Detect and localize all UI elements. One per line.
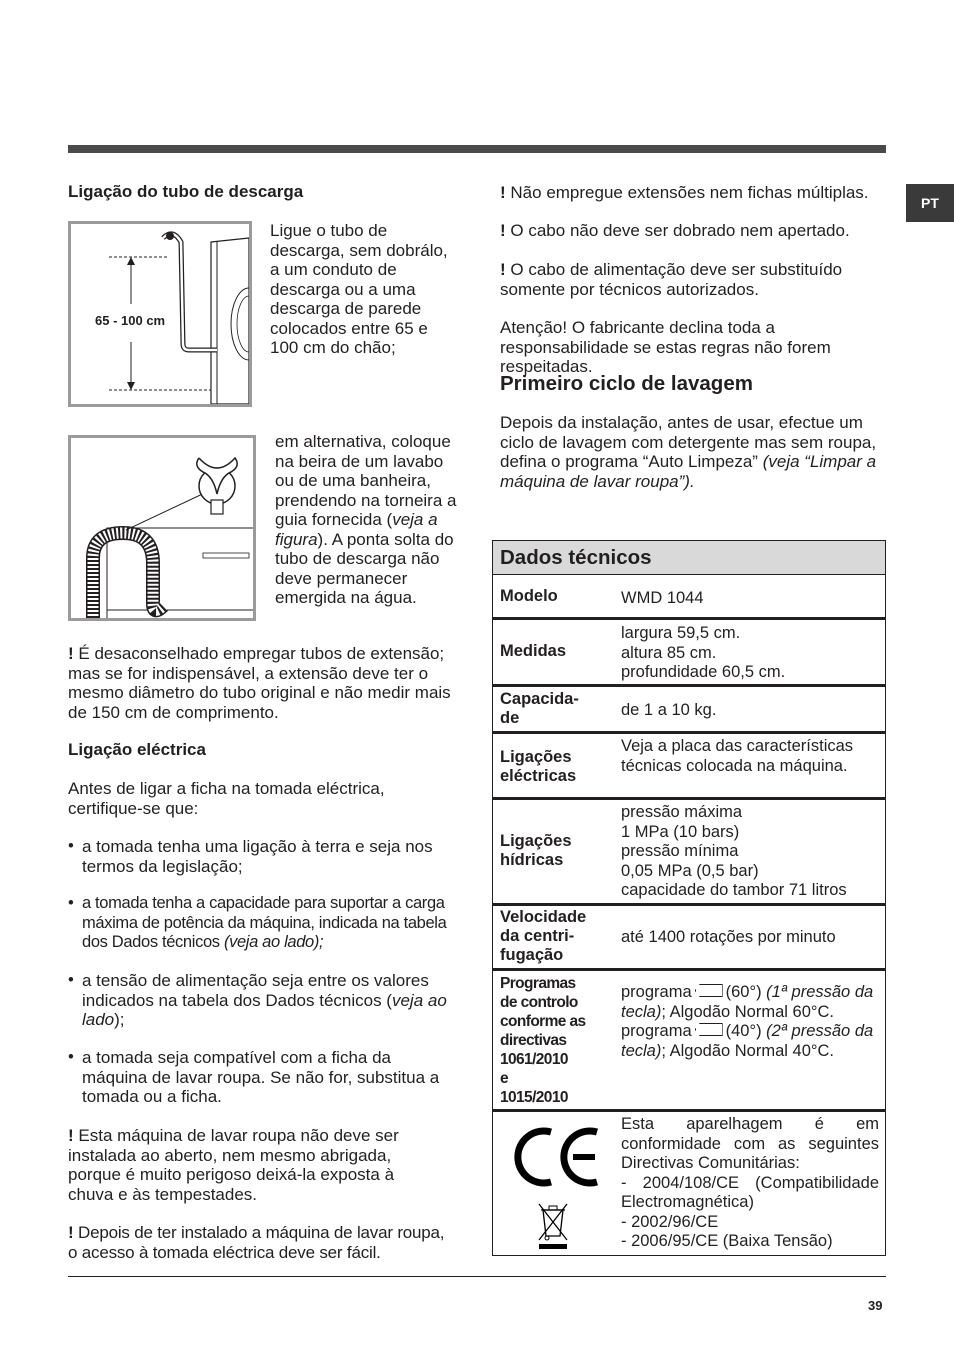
sink-text-part2: ). A ponta solta do tubo de descarga não deve permanecer emergida na água. [275, 529, 454, 607]
min-pressure-value: 0,05 MPa (0,5 bar) [621, 861, 759, 880]
bullet-dot: • [68, 971, 74, 989]
spin-label-line3: fugação [500, 946, 564, 964]
extension-warning-text: É desaconselhado empregar tubos de extensão; mas se for indispensável, a extensão deve ter o mesmo diâmetro do tubo original e não medir mais de 150 cm de comprimento. [68, 644, 451, 722]
program-1-temp: (60°) [725, 983, 762, 1001]
programs-label-line4: directivas [500, 1032, 567, 1049]
outdoor-warning [68, 1126, 438, 1204]
electrical-label-line2: eléctricas [500, 767, 577, 785]
bullet-voltage-text: a tensão de alimentação seja entre os valores indicados na tabela dos Dados técnicos ( [82, 971, 429, 1010]
warning-mark: ! [68, 1126, 74, 1145]
electrical-intro: Antes de ligar a ficha na tomada eléctrica, certifique-se que: [68, 779, 385, 818]
bottom-rule [68, 1276, 886, 1277]
programs-label-line2: de controlo [500, 994, 578, 1011]
warning-mark: ! [68, 644, 74, 663]
water-label-line1: Ligações [500, 832, 572, 850]
program-word: programa [621, 1022, 692, 1040]
depth-value: profundidade 60,5 cm. [621, 663, 786, 681]
access-warning-text: Depois de ter instalado a máquina de lavar roupa, o acesso à tomada eléctrica deve ser fácil. [68, 1223, 445, 1262]
sink-text-figure-ref: veja a figura [275, 510, 438, 549]
row-water [493, 800, 885, 906]
spin-label-line1: Velocidade [500, 908, 587, 926]
bullet-dot: • [68, 1048, 74, 1066]
programs-label-line1: Programas [500, 975, 576, 992]
water-label [500, 832, 572, 870]
row-conformity [493, 1112, 885, 1254]
extension-warning [68, 644, 454, 722]
program-1-desc: ; Algodão Normal 60°C. [661, 1002, 834, 1021]
programs-value [621, 983, 879, 1061]
min-pressure-label: pressão mínima [621, 842, 739, 860]
capacity-label-line2: de [500, 709, 520, 727]
electrical-value: Veja a placa das características técnicas colocada na máquina. [621, 737, 854, 775]
model-value: WMD 1044 [621, 589, 704, 607]
conformity-text: Esta aparelhagem é em conformidade com as seguintes Directivas Comunitárias: [621, 1115, 879, 1172]
program-1-press: (1ª pressão da tecla) [621, 983, 874, 1021]
directive-lvd: - 2006/95/CE (Baixa Tensão) [621, 1232, 833, 1250]
warning-mark: ! [500, 221, 506, 240]
max-pressure-value: 1 MPa (10 bars) [621, 822, 740, 841]
bullet-capacity [68, 894, 458, 953]
tech-data-table [492, 540, 886, 1256]
sink-text-part1: em alternativa, coloque na beira de um lavabo ou de uma banheira, prendendo na torneira a guia fornecida ( [275, 432, 457, 529]
program-2-desc: ; Algodão Normal 40°C. [661, 1041, 834, 1060]
bullet-voltage-end: ); [114, 1010, 125, 1029]
sink-hose-illustration [71, 438, 253, 618]
spin-label [500, 908, 586, 965]
outdoor-warning-text: Esta máquina de lavar roupa não deve ser instalada ao aberto, nem mesmo abrigada, porque é muito perigoso deixá-la exposta à chuva e às tempestades. [68, 1126, 399, 1204]
bullet-voltage-ref: veja ao lado [82, 990, 447, 1029]
row-electrical [493, 734, 885, 800]
bullet-capacity-ref: (veja ao lado); [223, 933, 324, 951]
sink-hose-figure [68, 435, 256, 621]
electrical-label-line1: Ligações [500, 748, 572, 766]
drum-capacity-value: capacidade do tambor 71 litros [621, 881, 847, 899]
warning-mark: ! [68, 1223, 74, 1242]
row-spin [493, 906, 885, 971]
cotton-program-icon [695, 1023, 723, 1036]
capacity-value: de 1 a 10 kg. [621, 701, 717, 719]
row-capacity [493, 687, 885, 734]
sink-instructions [275, 432, 457, 608]
ce-mark-icon [507, 1122, 603, 1192]
spin-value: até 1400 rotações por minuto [621, 928, 836, 946]
bullet-compatible-text: a tomada seja compatível com a ficha da máquina de lavar roupa. Se não for, substitua a tomada ou a ficha. [82, 1048, 440, 1106]
water-value [621, 803, 883, 901]
model-label: Modelo [500, 587, 558, 605]
cotton-program-icon [695, 984, 723, 997]
weee-bin-icon [535, 1200, 571, 1250]
first-wash-title: Primeiro ciclo de lavagem [500, 372, 753, 395]
language-tab: PT [906, 184, 954, 222]
height-range-label: 65 - 100 cm [95, 313, 166, 328]
bullet-voltage [68, 971, 458, 1030]
program-1 [621, 983, 879, 1022]
drain-title: Ligação do tubo de descarga [68, 182, 304, 201]
bullet-compatible [68, 1048, 458, 1107]
page-number: 39 [868, 1298, 883, 1313]
warning-mark: ! [500, 183, 506, 202]
program-2-press: (2ª pressão da tecla) [621, 1022, 874, 1060]
bend-warning [500, 221, 890, 241]
bullet-earth [68, 837, 458, 876]
program-word: programa [621, 983, 692, 1001]
width-value: largura 59,5 cm. [621, 624, 741, 642]
first-wash-ref: (veja “Limpar a máquina de lavar roupa”). [500, 452, 877, 491]
row-dimensions [493, 620, 885, 687]
top-rule [68, 145, 886, 153]
programs-label-line3: conforme as [500, 1013, 586, 1030]
first-wash-text [500, 413, 890, 491]
row-programs [493, 971, 885, 1112]
capacity-label [500, 690, 579, 728]
bullet-dot: • [68, 837, 74, 855]
tech-data-header [493, 541, 885, 575]
first-wash-body: Depois da instalação, antes de usar, efectue um ciclo de lavagem com detergente mas sem roupa, defina o programa “Auto Limpeza” [500, 413, 877, 471]
bullet-earth-text: a tomada tenha uma ligação à terra e seja nos termos da legislação; [82, 837, 433, 876]
conformity-value [621, 1115, 879, 1252]
tech-data-title: Dados técnicos [500, 546, 652, 569]
bullet-dot: • [68, 894, 74, 912]
water-label-line2: hídricas [500, 851, 564, 869]
bullet-capacity-text: a tomada tenha a capacidade para suportar a carga máxima de potência da máquina, indicada na tabela dos Dados técnicos [82, 894, 447, 951]
row-model [493, 575, 885, 620]
dimensions-label: Medidas [500, 642, 567, 660]
program-2-temp: (40°) [725, 1022, 762, 1040]
height-value: altura 85 cm. [621, 643, 717, 662]
electrical-title: Ligação eléctrica [68, 740, 206, 759]
directive-weee: - 2002/96/CE [621, 1212, 719, 1231]
ext-warning-right [500, 183, 890, 203]
programs-label-line7: 1015/2010 [500, 1089, 568, 1106]
ext-warning-right-text: Não empregue extensões nem fichas múltiplas. [510, 183, 869, 202]
electrical-label [500, 748, 576, 786]
access-warning [68, 1223, 458, 1262]
drain-instructions: Ligue o tubo de descarga, sem dobrálo, a um conduto de descarga ou a uma descarga de parede colocados entre 65 e 100 cm do chão; [270, 221, 448, 357]
spin-label-line2: da centri- [500, 927, 575, 945]
bend-warning-text: O cabo não deve ser dobrado nem apertado. [510, 221, 850, 240]
programs-label-line5: 1061/2010 [500, 1051, 568, 1068]
programs-label-line6: e [500, 1070, 509, 1087]
cable-warning-text: O cabo de alimentação deve ser substituído somente por técnicos autorizados. [500, 260, 843, 299]
attention-note: Atenção! O fabricante declina toda a responsabilidade se estas regras não forem respeitadas. [500, 318, 831, 376]
program-2 [621, 1022, 879, 1061]
dimensions-value [621, 624, 879, 683]
warning-mark: ! [500, 260, 506, 279]
capacity-label-line1: Capacida- [500, 690, 579, 708]
programs-label [500, 974, 586, 1107]
max-pressure-label: pressão máxima [621, 803, 743, 821]
directive-emc: - 2004/108/CE (Compatibilidade Electromagnética) [621, 1173, 879, 1211]
cable-warning [500, 260, 886, 299]
